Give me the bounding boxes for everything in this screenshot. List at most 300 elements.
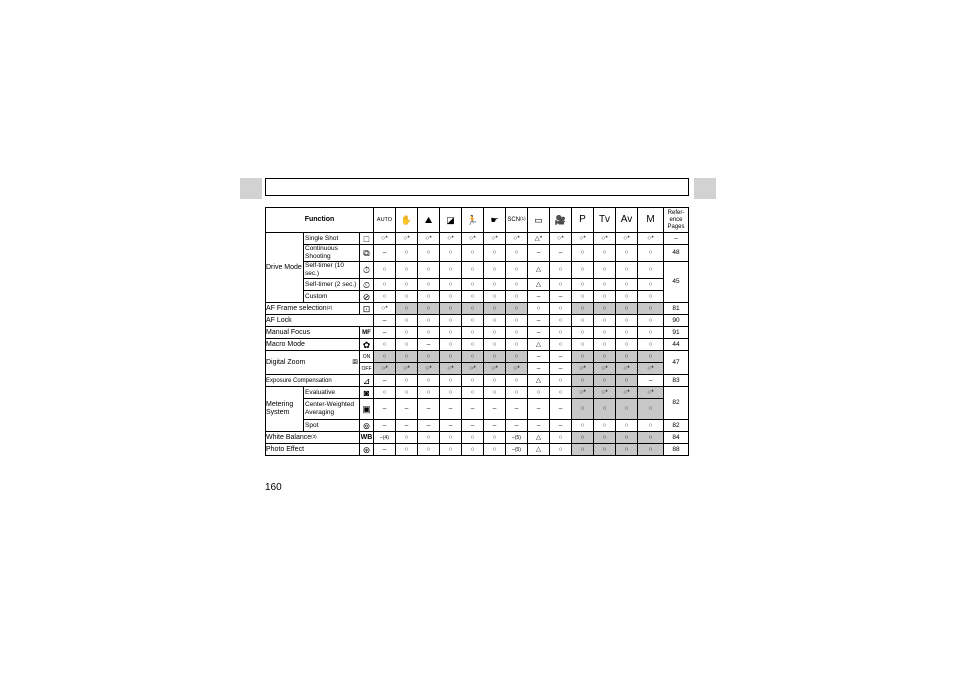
cell: ○: [594, 245, 616, 262]
drive-mode-label: Drive Mode: [266, 233, 304, 303]
table-row: [266, 351, 689, 363]
cell: ○: [374, 351, 396, 363]
cell: ○: [550, 315, 572, 327]
cell: ○*: [616, 363, 638, 375]
cell: –: [418, 420, 440, 432]
cell: △: [528, 262, 550, 279]
zoom-off-label: OFF: [360, 363, 374, 375]
cell: ○: [638, 327, 664, 339]
cell: ○*: [550, 233, 572, 245]
cell: ○: [638, 339, 664, 351]
cell: ○: [396, 262, 418, 279]
ref-cell: 88: [664, 444, 689, 456]
cell: ○: [616, 279, 638, 291]
cell: ○: [418, 315, 440, 327]
cell: –: [528, 245, 550, 262]
cell: △: [528, 339, 550, 351]
cell: ○: [396, 291, 418, 303]
cell: ○: [506, 351, 528, 363]
cell: ○: [440, 303, 462, 315]
cell: ○: [462, 375, 484, 387]
cell: ○*: [374, 303, 396, 315]
cell: ○: [462, 245, 484, 262]
cell: ○: [594, 351, 616, 363]
cell: –(5): [506, 444, 528, 456]
cell: –: [440, 399, 462, 420]
cell: ○: [594, 444, 616, 456]
cell: ○: [396, 444, 418, 456]
cell: ○: [616, 399, 638, 420]
cell: △: [528, 279, 550, 291]
table-row: [266, 327, 689, 339]
cell: –(4): [374, 432, 396, 444]
exposure-compensation-label: Exposure Compensation: [266, 375, 360, 387]
ref-cell: 47: [664, 351, 689, 375]
single-shot-label: Single Shot: [304, 233, 360, 245]
cell: ○: [550, 262, 572, 279]
cell: ○: [506, 315, 528, 327]
cell: ○: [484, 444, 506, 456]
white-balance-label: White Balance$^{(3)}$: [266, 432, 360, 444]
cell: ○: [484, 339, 506, 351]
cell: ○*: [594, 387, 616, 399]
table-row: [266, 432, 689, 444]
chapter-header-box: [265, 178, 689, 196]
cell: ○: [506, 291, 528, 303]
cell: ○: [374, 339, 396, 351]
single-shot-icon: □: [360, 233, 374, 245]
cell: ○: [572, 399, 594, 420]
cell: ○*: [638, 233, 664, 245]
evaluative-metering-icon: ◙: [360, 387, 374, 399]
macro-mode-label: Macro Mode: [266, 339, 360, 351]
ref-cell: 48: [664, 245, 689, 262]
cell: ○: [572, 339, 594, 351]
cell: △: [528, 444, 550, 456]
cell: ○: [418, 279, 440, 291]
self-timer-2-label: Self-timer (2 sec.): [304, 279, 360, 291]
cell: ○: [396, 279, 418, 291]
self-timer-10-icon: ⏱: [360, 262, 374, 279]
cell: –: [462, 399, 484, 420]
cell: ○: [396, 432, 418, 444]
mode-sports-icon: 🏃: [462, 208, 484, 233]
cell: ○: [616, 262, 638, 279]
cell: ○: [528, 303, 550, 315]
ref-cell: 82: [664, 387, 689, 420]
cell: ○: [506, 245, 528, 262]
mode-scn-icon: SCN$^{(1)}$: [506, 208, 528, 233]
exposure-compensation-icon: ⊿: [360, 375, 374, 387]
cell: –: [374, 375, 396, 387]
cell: ○: [506, 327, 528, 339]
cell: ○: [484, 279, 506, 291]
cell: ○: [374, 279, 396, 291]
cell: ○: [418, 351, 440, 363]
cell: ○: [462, 327, 484, 339]
table-row: [266, 245, 689, 262]
cell: ○: [396, 387, 418, 399]
cell: ○: [572, 444, 594, 456]
cell: ○: [396, 315, 418, 327]
cell: ○: [616, 351, 638, 363]
cell: –: [528, 363, 550, 375]
cell: ○: [594, 291, 616, 303]
cell: ○*: [418, 363, 440, 375]
cell: ○: [374, 387, 396, 399]
cell: ○*: [506, 233, 528, 245]
spot-label: Spot: [304, 420, 360, 432]
cell: ○: [418, 444, 440, 456]
cell: ○: [462, 291, 484, 303]
cell: –: [374, 420, 396, 432]
cell: ○: [506, 375, 528, 387]
cell: ○: [616, 420, 638, 432]
ref-cell: 84: [664, 432, 689, 444]
cell: –: [374, 315, 396, 327]
ref-cell: 82: [664, 420, 689, 432]
mode-m-label: M: [638, 208, 664, 233]
cell: ○: [528, 387, 550, 399]
digital-zoom-icon: ⧈: [352, 356, 358, 366]
cell: ○: [638, 315, 664, 327]
cell: ○: [594, 315, 616, 327]
cell: ○: [440, 432, 462, 444]
cell: ○: [638, 399, 664, 420]
zoom-on-label: ON: [360, 351, 374, 363]
cell: ○: [616, 303, 638, 315]
cell: ○: [418, 262, 440, 279]
function-availability-table: [265, 207, 689, 456]
cell: ○: [572, 262, 594, 279]
white-balance-icon: WB: [360, 432, 374, 444]
photo-effect-icon: ⊛: [360, 444, 374, 456]
evaluative-label: Evaluative: [304, 387, 360, 399]
cell: ○: [462, 262, 484, 279]
cell: ○: [638, 262, 664, 279]
cell: –: [550, 420, 572, 432]
cell: ○: [550, 279, 572, 291]
cell: ○: [462, 444, 484, 456]
cell: ○: [616, 339, 638, 351]
cell: ○*: [572, 233, 594, 245]
ref-cell: 81: [664, 303, 689, 315]
cell: ○: [616, 444, 638, 456]
cell: ○: [594, 432, 616, 444]
mode-stitch-icon: ▭: [528, 208, 550, 233]
cell: ○: [484, 351, 506, 363]
cell: ○: [462, 432, 484, 444]
cell: ○: [572, 327, 594, 339]
cell: ○: [462, 387, 484, 399]
cell: ○*: [616, 233, 638, 245]
cell: ○: [550, 387, 572, 399]
cell: ○: [462, 303, 484, 315]
cell: ○: [638, 351, 664, 363]
mode-manual-hand-icon: ✋: [396, 208, 418, 233]
cell: ○: [462, 279, 484, 291]
table-row: [266, 262, 689, 279]
table-row: [266, 420, 689, 432]
cell: ○: [440, 387, 462, 399]
cell: ○: [374, 291, 396, 303]
ref-cell: 44: [664, 339, 689, 351]
mode-portrait-icon: ☛: [484, 208, 506, 233]
af-frame-label: AF Frame selection$^{(2)}$: [266, 303, 360, 315]
cell: ○: [594, 262, 616, 279]
cell: ○: [572, 432, 594, 444]
cell: –: [484, 420, 506, 432]
cell: ○: [594, 375, 616, 387]
cell: ○*: [374, 233, 396, 245]
cell: ○: [440, 339, 462, 351]
cell: ○: [396, 303, 418, 315]
cell: ○: [616, 245, 638, 262]
center-weighted-label: Center-Weighted Averaging: [304, 399, 360, 420]
continuous-icon: ⧉: [360, 245, 374, 262]
cell: –: [528, 351, 550, 363]
cell: △: [528, 432, 550, 444]
mode-tv-label: Tv: [594, 208, 616, 233]
cell: ○: [572, 303, 594, 315]
cell: ○: [484, 245, 506, 262]
cell: ○: [440, 245, 462, 262]
cell: ○: [484, 375, 506, 387]
cell: –: [484, 399, 506, 420]
custom-timer-icon: ⊘: [360, 291, 374, 303]
cell: △: [528, 375, 550, 387]
mode-landscape-icon: ⛰: [418, 208, 440, 233]
cell: ○*: [594, 233, 616, 245]
mode-movie-icon: 🎥: [550, 208, 572, 233]
cell: ○: [594, 420, 616, 432]
cell: ○: [638, 303, 664, 315]
cell: –: [418, 339, 440, 351]
table-row: [266, 315, 689, 327]
cell: ○: [396, 339, 418, 351]
metering-system-label: Metering System: [266, 387, 304, 432]
page-number: 160: [265, 482, 282, 493]
right-page-tab: [694, 178, 716, 199]
cell: ○: [418, 387, 440, 399]
cell: –: [396, 399, 418, 420]
cell: ○*: [594, 363, 616, 375]
self-timer-2-icon: ⏲: [360, 279, 374, 291]
cell: ○*: [396, 363, 418, 375]
cell: ○: [418, 291, 440, 303]
cell: –: [528, 420, 550, 432]
cell: ○: [550, 327, 572, 339]
cell: ○: [440, 327, 462, 339]
cell: –: [550, 291, 572, 303]
table-row: [266, 444, 689, 456]
cell: –: [528, 327, 550, 339]
cell: ○: [594, 279, 616, 291]
cell: –: [550, 399, 572, 420]
cell: ○: [572, 245, 594, 262]
cell: ○: [550, 432, 572, 444]
cell: ○: [638, 245, 664, 262]
manual-focus-label: Manual Focus: [266, 327, 360, 339]
cell: ○*: [484, 233, 506, 245]
left-page-tab: [240, 178, 262, 199]
cell: ○: [418, 432, 440, 444]
self-timer-10-label: Self-timer (10 sec.): [304, 262, 360, 279]
cell: ○: [440, 351, 462, 363]
reference-pages-header: Refer-ence Pages: [664, 208, 689, 233]
cell: ○: [396, 375, 418, 387]
cell: ○*: [616, 387, 638, 399]
cell: ○: [484, 291, 506, 303]
cell: –: [374, 245, 396, 262]
cell: ○: [506, 279, 528, 291]
cell: ○: [506, 303, 528, 315]
cell: ○: [484, 315, 506, 327]
cell: ○: [484, 432, 506, 444]
cell: –: [374, 399, 396, 420]
cell: ○: [418, 327, 440, 339]
cell: ○: [638, 420, 664, 432]
spot-metering-icon: ⊚: [360, 420, 374, 432]
cell: ○*: [418, 233, 440, 245]
cell: ○: [396, 327, 418, 339]
mode-av-label: Av: [616, 208, 638, 233]
function-header: Function: [266, 208, 374, 233]
cell: ○: [572, 279, 594, 291]
cell: –: [638, 375, 664, 387]
cell: ○: [594, 303, 616, 315]
cell: ○: [572, 315, 594, 327]
cell: ○*: [572, 363, 594, 375]
custom-label: Custom: [304, 291, 360, 303]
cell: ○*: [638, 363, 664, 375]
cell: ○: [638, 291, 664, 303]
manual-focus-icon: MF: [360, 327, 374, 339]
cell: –: [528, 399, 550, 420]
cell: ○: [418, 245, 440, 262]
cell: ○: [418, 303, 440, 315]
cell: ○*: [572, 387, 594, 399]
af-frame-icon: ⊡: [360, 303, 374, 315]
cell: ○: [572, 291, 594, 303]
cell: ○: [462, 339, 484, 351]
cell: ○: [440, 375, 462, 387]
cell: –: [374, 327, 396, 339]
table-row: [266, 387, 689, 399]
cell: ○: [462, 351, 484, 363]
cell: ○: [572, 420, 594, 432]
ref-cell: 90: [664, 315, 689, 327]
cell: –: [440, 420, 462, 432]
ref-cell: 45: [664, 262, 689, 303]
cell: ○: [440, 291, 462, 303]
cell: ○: [594, 327, 616, 339]
cell: ○: [506, 339, 528, 351]
cell: ○: [484, 327, 506, 339]
ref-cell: 83: [664, 375, 689, 387]
cell: –: [462, 420, 484, 432]
cell: ○: [550, 339, 572, 351]
cell: ○: [550, 444, 572, 456]
table-row: [266, 233, 689, 245]
cell: –: [506, 420, 528, 432]
cell: ○*: [462, 233, 484, 245]
cell: ○*: [440, 233, 462, 245]
cell: –: [374, 444, 396, 456]
ref-cell: –: [664, 233, 689, 245]
mode-auto-icon: AUTO: [374, 208, 396, 233]
cell: ○: [616, 375, 638, 387]
continuous-label: Continuous Shooting: [304, 245, 360, 262]
macro-flower-icon: ✿: [360, 339, 374, 351]
cell: ○: [550, 375, 572, 387]
cell: ○: [594, 339, 616, 351]
cell: ○*: [396, 233, 418, 245]
cell: ○: [616, 315, 638, 327]
cell: –: [418, 399, 440, 420]
cell: ○*: [484, 363, 506, 375]
cell: ○: [616, 291, 638, 303]
cell: ○: [374, 262, 396, 279]
cell: △*: [528, 233, 550, 245]
cell: –: [550, 245, 572, 262]
cell: –: [506, 399, 528, 420]
cell: ○*: [374, 363, 396, 375]
cell: ○: [396, 245, 418, 262]
cell: –(5): [506, 432, 528, 444]
cell: ○: [572, 351, 594, 363]
cell: ○: [506, 387, 528, 399]
cell: –: [550, 351, 572, 363]
table-row: [266, 303, 689, 315]
mode-p-label: P: [572, 208, 594, 233]
cell: ○: [484, 303, 506, 315]
table-row: [266, 339, 689, 351]
cell: ○: [616, 432, 638, 444]
cell: –: [528, 315, 550, 327]
cell: ○: [440, 315, 462, 327]
af-lock-label: AF Lock: [266, 315, 374, 327]
cell: ○: [572, 375, 594, 387]
digital-zoom-label: Digital Zoom ⧈: [266, 351, 360, 375]
cell: –: [550, 363, 572, 375]
header-row: [266, 208, 689, 233]
photo-effect-label: Photo Effect: [266, 444, 360, 456]
cell: –: [396, 420, 418, 432]
cell: ○: [638, 279, 664, 291]
cell: ○: [506, 262, 528, 279]
cell: ○: [396, 351, 418, 363]
cell: ○: [638, 444, 664, 456]
cell: ○*: [440, 363, 462, 375]
cell: ○: [418, 375, 440, 387]
cell: ○: [440, 279, 462, 291]
center-weighted-icon: ▣: [360, 399, 374, 420]
cell: ○: [462, 315, 484, 327]
cell: ○: [638, 432, 664, 444]
table-row: [266, 375, 689, 387]
cell: ○: [484, 262, 506, 279]
table-row: [266, 399, 689, 420]
cell: ○*: [462, 363, 484, 375]
cell: ○: [616, 327, 638, 339]
cell: ○: [550, 303, 572, 315]
ref-cell: 91: [664, 327, 689, 339]
table-row: [266, 291, 689, 303]
cell: ○*: [638, 387, 664, 399]
cell: ○: [440, 444, 462, 456]
mode-night-icon: ◪: [440, 208, 462, 233]
